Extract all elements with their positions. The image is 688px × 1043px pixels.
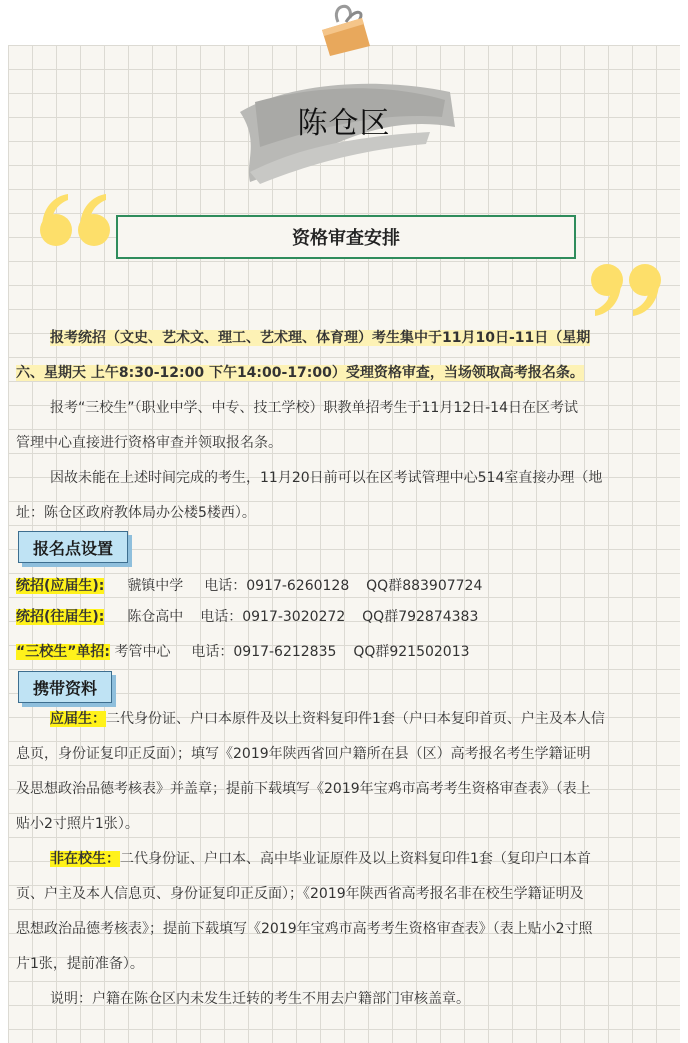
paragraph-2-line-2: 管理中心直接进行资格审查并领取报名条。 <box>16 435 282 451</box>
close-quote-icon <box>587 262 663 318</box>
contact-qq: QQ群792874383 <box>362 609 479 625</box>
materials-fresh-l3 <box>16 779 672 799</box>
contact-label: 统招(应届生): <box>16 578 105 594</box>
materials-fresh-line-4: 贴小2寸照片1张）。 <box>16 816 139 832</box>
materials-fresh-line-3: 及思想政治品德考核表》并盖章；提前下载填写《2019年宝鸡市高考考生资格审查表》（表上 <box>16 781 591 797</box>
contact-label: 统招(往届生): <box>16 609 105 625</box>
materials-non-l2 <box>16 884 672 904</box>
paragraph-3 <box>16 468 672 488</box>
page-title: 陈仓区 <box>297 106 391 141</box>
note <box>16 989 672 1009</box>
paragraph-2-cont <box>16 433 672 453</box>
paragraph-3-cont <box>16 503 672 523</box>
paragraph-2-line-1: 报考“三校生”（职业中学、中专、技工学校）职教单招考生于11月12日-14日在区考试 <box>50 400 578 416</box>
materials-fresh-l2 <box>16 744 672 764</box>
contact-qq: QQ群883907724 <box>366 578 483 594</box>
paragraph-1-cont <box>16 363 672 383</box>
materials-non-l4 <box>16 954 672 974</box>
contact-phone: 电话：0917-6212835 <box>191 644 337 660</box>
contact-row-past <box>16 606 478 628</box>
materials-non-line-1: 二代身份证、户口本、高中毕业证原件及以上资料复印件1套（复印户口本首 <box>120 851 591 867</box>
contact-place: 虢镇中学 <box>127 578 184 594</box>
materials-non-label: 非在校生： <box>50 851 120 867</box>
materials-fresh-l4 <box>16 814 672 834</box>
contact-label: “三校生”单招: <box>16 644 111 660</box>
section-heading: 资格审查安排 <box>116 215 576 259</box>
materials-fresh <box>16 709 672 729</box>
materials-non-line-4: 片1张，提前准备）。 <box>16 956 144 972</box>
materials-non-line-3: 思想政治品德考核表》；提前下载填写《2019年宝鸡市高考考生资格审查表》（表上贴小2寸照 <box>16 921 593 937</box>
contact-place: 考管中心 <box>114 644 171 660</box>
contact-row-fresh <box>16 575 482 597</box>
binder-clip-icon <box>316 0 374 58</box>
paragraph-3-line-2: 址：陈仓区政府教体局办公楼5楼西）。 <box>16 505 256 521</box>
paragraph-3-line-1: 因故未能在上述时间完成的考生，11月20日前可以在区考试管理中心514室直接办理（地 <box>50 470 603 486</box>
tag-registration-sites: 报名点设置 <box>18 531 128 563</box>
materials-fresh-label: 应届生： <box>50 711 106 727</box>
contact-qq: QQ群921502013 <box>353 644 470 660</box>
materials-fresh-line-2: 息页，身份证复印正反面）；填写《2019年陕西省回户籍所在县（区）高考报名考生学籍证明 <box>16 746 591 762</box>
tag-materials: 携带资料 <box>18 671 112 703</box>
contact-row-vocational <box>16 641 470 663</box>
contact-place: 陈仓高中 <box>127 609 184 625</box>
contact-phone: 电话：0917-6260128 <box>204 578 350 594</box>
open-quote-icon <box>38 192 114 248</box>
contact-phone: 电话：0917-3020272 <box>200 609 346 625</box>
materials-non <box>16 849 672 869</box>
paragraph-1 <box>16 328 672 348</box>
materials-fresh-line-1: 二代身份证、户口本原件及以上资料复印件1套（户口本复印首页、户主及本人信 <box>106 711 605 727</box>
materials-non-l3 <box>16 919 672 939</box>
materials-non-line-2: 页、户主及本人信息页、身份证复印正反面）；《2019年陕西省高考报名非在校生学籍证明及 <box>16 886 584 902</box>
paragraph-1-line-1: 报考统招（文史、艺术文、理工、艺术理、体育理）考生集中于11月10日-11日（星期 <box>50 330 591 346</box>
note-text: 说明：户籍在陈仓区内未发生迁转的考生不用去户籍部门审核盖章。 <box>50 991 470 1007</box>
paragraph-2 <box>16 398 672 418</box>
paragraph-1-line-2: 六、星期天 上午8:30-12:00 下午14:00-17:00）受理资格审查，当场领取高考报名条。 <box>16 365 584 381</box>
